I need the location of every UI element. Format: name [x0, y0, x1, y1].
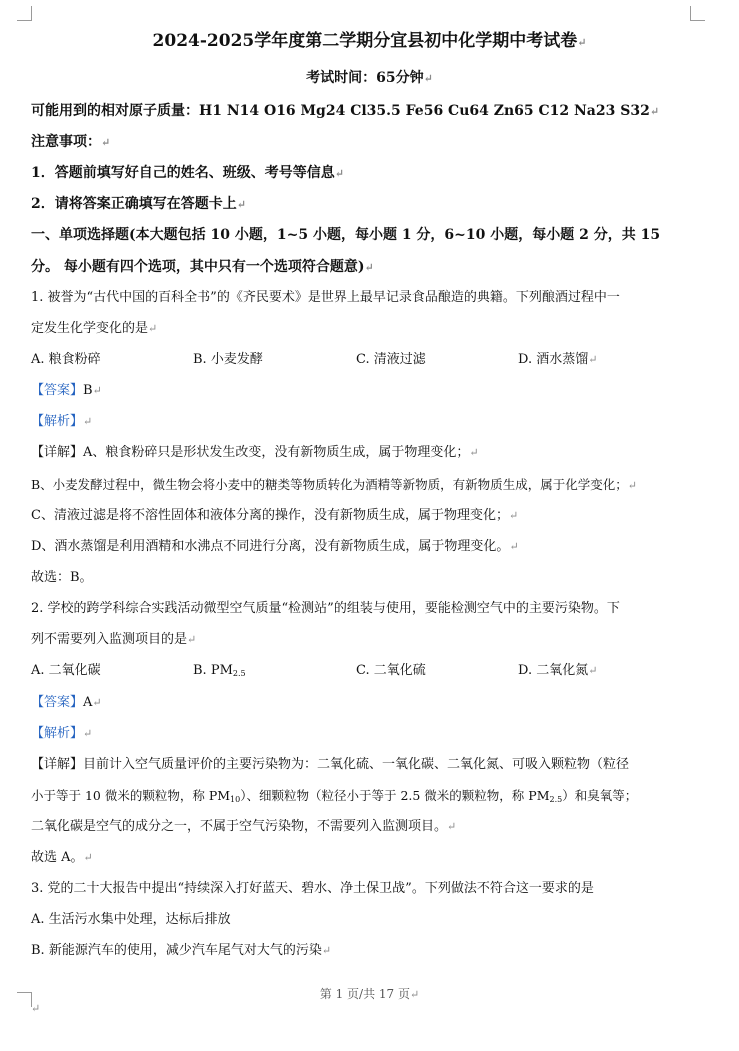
q1-option-a: A. 粮食粉碎: [31, 352, 101, 367]
q1-answer: 【答案】B↵: [31, 383, 102, 398]
paragraph-end-mark: ↵: [31, 1002, 41, 1015]
section-heading-line-1: 一、单项选择题(本大题包括 10 小题，1~5 小题，每小题 1 分，6~10 小题，每小题 2 分，共 15: [31, 227, 661, 243]
q2-option-a: A. 二氧化碳: [31, 663, 101, 678]
crop-mark-top-left: [17, 6, 32, 21]
q1-option-c: C. 清液过滤: [356, 352, 426, 367]
notice-item-2: 2．请将答案正确填写在答题卡上↵: [31, 196, 246, 212]
q2-stem-line-2: 列不需要列入监测项目的是↵: [31, 632, 197, 647]
notice-title: 注意事项：↵: [31, 134, 111, 150]
q1-analysis-tag: 【解析】↵: [31, 414, 93, 429]
q1-detail-line-4: D、酒水蒸馏是利用酒精和水沸点不同进行分离，没有新物质生成，属于物理变化。↵: [31, 539, 519, 554]
notice-item-1: 1．答题前填写好自己的姓名、班级、考号等信息↵: [31, 165, 344, 181]
q3-option-a: A. 生活污水集中处理，达标后排放: [31, 912, 231, 927]
atomic-mass-line: 可能用到的相对原子质量：H1 N14 O16 Mg24 Cl35.5 Fe56 Cu64 Zn65 C12 Na23 S32↵: [31, 103, 660, 119]
exam-time: 考试时间：65分钟↵: [306, 70, 433, 86]
q1-option-d: D. 酒水蒸馏↵: [518, 352, 598, 367]
q2-detail-line-2: 小于等于 10 微米的颗粒物，称 $PM_{10}$）、细颗粒物（粒径小于等于 2.5 微米的颗粒物，称 $PM_{2.5}$）和臭氧等；: [31, 788, 638, 804]
q2-stem-line-1: 2. 学校的跨学科综合实践活动微型空气质量“检测站”的组装与使用，要能检测空气中的主要污染物。下: [31, 601, 620, 616]
q3-option-b: B. 新能源汽车的使用，减少汽车尾气对大气的污染↵: [31, 943, 332, 958]
q1-option-b: B. 小麦发酵: [193, 352, 263, 367]
q2-detail-line-1: 【详解】目前计入空气质量评价的主要污染物为：二氧化硫、一氧化碳、二氧化氮、可吸入颗粒物（粒径: [31, 757, 630, 772]
q2-option-c: C. 二氧化硫: [356, 663, 426, 678]
page-number-footer: 第 1 页/共 17 页↵: [319, 987, 420, 1001]
q1-detail-line-3: C、清液过滤是将不溶性固体和液体分离的操作，没有新物质生成，属于物理变化；↵: [31, 508, 519, 523]
q2-detail-line-3: 二氧化碳是空气的成分之一，不属于空气污染物，不需要列入监测项目。↵: [31, 819, 457, 834]
q2-option-d: D. 二氧化氮↵: [518, 663, 598, 678]
q1-stem-line-1: 1. 被誉为“古代中国的百科全书”的《齐民要术》是世界上最早记录食品酿造的典籍。下列酿酒过程中一: [31, 290, 620, 305]
crop-mark-top-right: [690, 6, 705, 21]
q1-detail-line-1: 【详解】A、粮食粉碎只是形状发生改变，没有新物质生成，属于物理变化；↵: [31, 445, 479, 460]
q1-detail-line-2: B、小麦发酵过程中，微生物会将小麦中的糖类等物质转化为酒精等新物质，有新物质生成，属于化学变化；↵: [31, 477, 637, 492]
q2-analysis-tag: 【解析】↵: [31, 726, 93, 741]
q1-conclusion: 故选：B。: [31, 570, 93, 585]
exam-title: 2024-2025学年度第二学期分宜县初中化学期中考试卷↵: [152, 31, 587, 51]
q2-answer: 【答案】A↵: [31, 695, 102, 710]
section-heading-line-2: 分。 每小题有四个选项，其中只有一个选项符合题意)↵: [31, 259, 374, 275]
q3-stem: 3. 党的二十大报告中提出“持续深入打好蓝天、碧水、净土保卫战”。下列做法不符合这一要求的是: [31, 881, 594, 896]
q1-stem-line-2: 定发生化学变化的是↵: [31, 321, 158, 336]
q2-conclusion: 故选 A。↵: [31, 850, 93, 865]
q2-option-b: B. $PM_{2.5}$: [193, 663, 246, 678]
